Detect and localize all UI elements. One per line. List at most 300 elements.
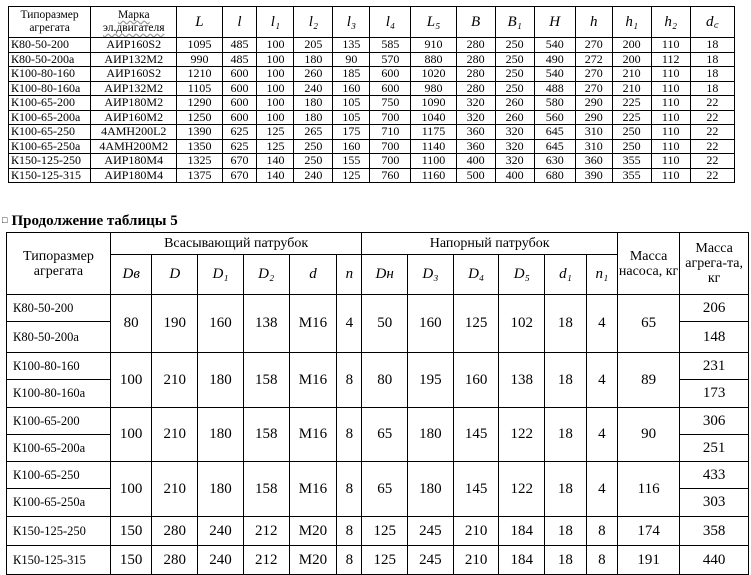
header-h2: h₂ — [651, 7, 690, 38]
dimension-cell: 18 — [690, 52, 734, 67]
table-row — [9, 38, 735, 53]
dimension-cell: 100 — [257, 96, 294, 111]
dimension-cell: 100 — [110, 353, 152, 408]
header-l3: l₃ — [333, 7, 370, 38]
dimension-cell: 110 — [651, 38, 690, 53]
dimension-cell: 122 — [499, 462, 545, 517]
dimension-cell: 80 — [362, 353, 408, 408]
dimension-cell: 110 — [651, 168, 690, 183]
unit-mass-cell: 206 — [680, 295, 749, 322]
unit-type-cell: К100-65-200 — [9, 96, 91, 111]
dimension-cell: 125 — [333, 168, 370, 183]
dimension-cell: 65 — [362, 408, 408, 462]
dimension-cell: 210 — [152, 462, 198, 517]
dimension-cell: 160 — [408, 295, 454, 353]
dimension-cell: 250 — [495, 38, 534, 53]
unit-mass-cell: 440 — [680, 546, 749, 575]
dimension-cell: 1390 — [177, 125, 222, 140]
motor-brand-cell: АИР160М2 — [91, 110, 177, 125]
dimension-cell: 290 — [575, 96, 612, 111]
dimension-cell: 680 — [534, 168, 575, 183]
dimension-cell: М20 — [289, 546, 337, 575]
dimension-cell: 110 — [651, 67, 690, 82]
pump-mass-cell: 65 — [617, 295, 679, 353]
dimension-cell: 488 — [534, 81, 575, 96]
unit-type-cell: К100-80-160 — [7, 353, 111, 380]
dimension-cell: 110 — [651, 96, 690, 111]
header-d: d — [289, 255, 337, 295]
dimension-cell: 22 — [690, 139, 734, 154]
dimension-cell: 155 — [333, 154, 370, 169]
table-row — [9, 168, 735, 183]
header-unit-mass: Масса агрега-та, кг — [680, 233, 749, 295]
dimension-cell: 700 — [370, 154, 411, 169]
dimension-cell: 125 — [453, 295, 499, 353]
dimension-cell: 310 — [575, 125, 612, 140]
dimension-cell: 18 — [545, 546, 587, 575]
unit-mass-cell: 231 — [680, 353, 749, 380]
dimension-cell: 160 — [333, 81, 370, 96]
unit-type-cell: К100-65-200 — [7, 408, 111, 435]
dimension-cell: 240 — [198, 546, 244, 575]
dimension-cell: 125 — [362, 546, 408, 575]
dimension-cell: 580 — [534, 96, 575, 111]
dimension-cell: 18 — [545, 462, 587, 517]
dimension-cell: 205 — [294, 38, 333, 53]
dimension-cell: 22 — [690, 168, 734, 183]
dimension-cell: 50 — [362, 295, 408, 353]
dimension-cell: 210 — [612, 67, 651, 82]
dimension-cell: 355 — [612, 154, 651, 169]
dimension-cell: 112 — [651, 52, 690, 67]
dimension-cell: 260 — [495, 96, 534, 111]
dimension-cell: 190 — [152, 295, 198, 353]
dimension-cell: 600 — [222, 96, 257, 111]
dimension-cell: 185 — [333, 67, 370, 82]
dimension-cell: 65 — [362, 462, 408, 517]
dimension-cell: 485 — [222, 38, 257, 53]
dimension-cell: 22 — [690, 125, 734, 140]
pump-mass-cell: 174 — [617, 517, 679, 546]
dimension-cell: 100 — [110, 408, 152, 462]
dimension-cell: 500 — [456, 168, 495, 183]
dimension-cell: 1040 — [411, 110, 456, 125]
dimension-cell: 100 — [257, 38, 294, 53]
dimension-cell: 760 — [370, 168, 411, 183]
dimension-cell: 140 — [257, 154, 294, 169]
table-row — [9, 154, 735, 169]
table-row — [9, 96, 735, 111]
dimension-cell: 150 — [110, 517, 152, 546]
dimension-cell: 195 — [408, 353, 454, 408]
dimension-cell: 110 — [651, 110, 690, 125]
header-D1: D₁ — [198, 255, 244, 295]
dimension-cell: 880 — [411, 52, 456, 67]
unit-type-cell: К80-50-200а — [9, 52, 91, 67]
unit-mass-cell: 306 — [680, 408, 749, 435]
header-n: n — [337, 255, 362, 295]
motor-brand-cell: 4АМН200L2 — [91, 125, 177, 140]
dimension-cell: 180 — [198, 462, 244, 517]
dimension-cell: 400 — [456, 154, 495, 169]
dimension-cell: 90 — [333, 52, 370, 67]
motor-brand-cell: АИР180М4 — [91, 168, 177, 183]
dimension-cell: 102 — [499, 295, 545, 353]
header-l1: l₁ — [257, 7, 294, 38]
dimension-cell: 4 — [586, 408, 617, 462]
dimension-cell: 540 — [534, 67, 575, 82]
dimension-cell: 320 — [495, 154, 534, 169]
dimension-cell: 180 — [408, 408, 454, 462]
dimension-cell: 360 — [456, 139, 495, 154]
dimension-cell: 1290 — [177, 96, 222, 111]
unit-mass-cell: 433 — [680, 462, 749, 489]
dimension-cell: 270 — [575, 38, 612, 53]
dimension-cell: 100 — [110, 462, 152, 517]
dimension-cell: 8 — [337, 462, 362, 517]
dimension-cell: 135 — [333, 38, 370, 53]
pump-mass-cell: 191 — [617, 546, 679, 575]
dimension-cell: 158 — [243, 353, 289, 408]
dimension-cell: 1175 — [411, 125, 456, 140]
dimension-cell: 320 — [456, 110, 495, 125]
header-motor-brand: Марка эл.двигателя — [91, 7, 177, 38]
dimension-cell: М16 — [289, 408, 337, 462]
unit-mass-cell: 173 — [680, 380, 749, 408]
dimension-cell: 625 — [222, 139, 257, 154]
dimension-cell: 600 — [222, 110, 257, 125]
unit-type-cell: К150-125-315 — [7, 546, 111, 575]
dimension-cell: 280 — [152, 517, 198, 546]
dimension-cell: 645 — [534, 125, 575, 140]
unit-type-cell: К100-65-200а — [9, 110, 91, 125]
dimension-cell: 280 — [456, 81, 495, 96]
header-l: l — [222, 7, 257, 38]
unit-mass-cell: 303 — [680, 489, 749, 517]
dimension-cell: 320 — [495, 125, 534, 140]
dimension-cell: М16 — [289, 462, 337, 517]
header-D2: D₂ — [243, 255, 289, 295]
pump-mass-cell: 116 — [617, 462, 679, 517]
dimension-cell: 700 — [370, 110, 411, 125]
header-L5: L₅ — [411, 7, 456, 38]
unit-mass-cell: 251 — [680, 435, 749, 462]
dimension-cell: 240 — [294, 168, 333, 183]
pump-mass-cell: 90 — [617, 408, 679, 462]
dimension-cell: 100 — [257, 81, 294, 96]
dimension-cell: 22 — [690, 96, 734, 111]
dimension-cell: 360 — [456, 125, 495, 140]
dimension-cell: 210 — [612, 81, 651, 96]
caption-text: Продолжение таблицы 5 — [11, 213, 178, 229]
dimension-cell: 210 — [152, 408, 198, 462]
dimension-cell: 1090 — [411, 96, 456, 111]
dimension-cell: 360 — [575, 154, 612, 169]
header-D3: D₃ — [408, 255, 454, 295]
dimension-cell: 272 — [575, 52, 612, 67]
dimension-cell: 225 — [612, 110, 651, 125]
dimension-cell: 485 — [222, 52, 257, 67]
dimension-cell: 138 — [499, 353, 545, 408]
table-caption — [2, 213, 178, 230]
header-Dv: Dв — [110, 255, 152, 295]
dimension-cell: 1020 — [411, 67, 456, 82]
connections-header-row-1 — [7, 233, 749, 255]
dimension-cell: 160 — [453, 353, 499, 408]
header-B1: B₁ — [495, 7, 534, 38]
dimensions-body — [9, 38, 735, 183]
dimension-cell: 630 — [534, 154, 575, 169]
dimension-cell: 138 — [243, 295, 289, 353]
dimension-cell: 18 — [690, 67, 734, 82]
dimension-cell: 260 — [294, 67, 333, 82]
dimension-cell: 125 — [257, 139, 294, 154]
dimension-cell: 4 — [337, 295, 362, 353]
dimension-cell: 125 — [257, 125, 294, 140]
dimension-cell: 105 — [333, 110, 370, 125]
dimension-cell: 750 — [370, 96, 411, 111]
unit-mass-cell: 148 — [680, 322, 749, 353]
table-row — [9, 81, 735, 96]
unit-type-cell: К100-65-250а — [7, 489, 111, 517]
dimension-cell: 22 — [690, 154, 734, 169]
dimension-cell: 1140 — [411, 139, 456, 154]
connections-body — [7, 295, 749, 575]
dimension-cell: 250 — [612, 125, 651, 140]
dimension-cell: 240 — [198, 517, 244, 546]
header-H: H — [534, 7, 575, 38]
dimension-cell: 4 — [586, 353, 617, 408]
table-row — [9, 110, 735, 125]
dimension-cell: М16 — [289, 295, 337, 353]
dimension-cell: 570 — [370, 52, 411, 67]
dimension-cell: 250 — [294, 139, 333, 154]
unit-type-cell: К150-125-250 — [9, 154, 91, 169]
unit-type-cell: К100-80-160а — [7, 380, 111, 408]
dimension-cell: 100 — [257, 67, 294, 82]
dimensions-table — [8, 6, 735, 183]
dimension-cell: 105 — [333, 96, 370, 111]
header-dc: d꜀ — [690, 7, 734, 38]
dimension-cell: 125 — [362, 517, 408, 546]
dimension-cell: 250 — [612, 139, 651, 154]
table-row — [7, 295, 749, 322]
dimension-cell: 4 — [586, 462, 617, 517]
dimension-cell: 280 — [456, 52, 495, 67]
dimension-cell: 22 — [690, 110, 734, 125]
table-row — [7, 546, 749, 575]
table-row — [9, 67, 735, 82]
dimension-cell: 320 — [456, 96, 495, 111]
dimension-cell: 212 — [243, 517, 289, 546]
dimension-cell: 122 — [499, 408, 545, 462]
unit-type-cell: К80-50-200 — [9, 38, 91, 53]
header-d1: d₁ — [545, 255, 587, 295]
dimension-cell: 180 — [294, 96, 333, 111]
unit-mass-cell: 358 — [680, 517, 749, 546]
dimension-cell: 250 — [495, 52, 534, 67]
dimension-cell: 180 — [294, 110, 333, 125]
dimension-cell: 225 — [612, 96, 651, 111]
dimension-cell: 210 — [453, 546, 499, 575]
dimension-cell: 290 — [575, 110, 612, 125]
dimension-cell: 990 — [177, 52, 222, 67]
dimension-cell: 110 — [651, 125, 690, 140]
table-row — [9, 52, 735, 67]
dimension-cell: 390 — [575, 168, 612, 183]
unit-type-cell: К100-65-250 — [9, 125, 91, 140]
motor-brand-cell: АИР180М2 — [91, 96, 177, 111]
pump-mass-cell: 89 — [617, 353, 679, 408]
header-Dn: Dн — [362, 255, 408, 295]
dimension-cell: 210 — [453, 517, 499, 546]
dimension-cell: 150 — [110, 546, 152, 575]
dimension-cell: 645 — [534, 139, 575, 154]
dimension-cell: 1105 — [177, 81, 222, 96]
dimension-cell: 490 — [534, 52, 575, 67]
motor-brand-cell: АИР180М4 — [91, 154, 177, 169]
dimensions-header-row — [9, 7, 735, 38]
dimension-cell: 18 — [690, 81, 734, 96]
dimension-cell: 8 — [337, 517, 362, 546]
dimension-cell: 80 — [110, 295, 152, 353]
dimension-cell: 18 — [690, 38, 734, 53]
dimension-cell: 980 — [411, 81, 456, 96]
dimension-cell: 18 — [545, 408, 587, 462]
dimension-cell: 110 — [651, 81, 690, 96]
dimension-cell: 212 — [243, 546, 289, 575]
dimension-cell: 600 — [222, 67, 257, 82]
dimension-cell: 160 — [333, 139, 370, 154]
dimension-cell: 245 — [408, 517, 454, 546]
dimension-cell: 158 — [243, 408, 289, 462]
unit-type-cell: К150-125-250 — [7, 517, 111, 546]
header-D4: D₄ — [453, 255, 499, 295]
dimension-cell: 710 — [370, 125, 411, 140]
dimension-cell: 110 — [651, 154, 690, 169]
dimension-cell: 158 — [243, 462, 289, 517]
motor-brand-cell: АИР132М2 — [91, 52, 177, 67]
dimension-cell: 4 — [586, 295, 617, 353]
table-row — [7, 408, 749, 435]
dimension-cell: 8 — [337, 546, 362, 575]
motor-brand-cell: АИР160S2 — [91, 38, 177, 53]
dimension-cell: 270 — [575, 81, 612, 96]
dimension-cell: 1375 — [177, 168, 222, 183]
dimension-cell: 250 — [495, 81, 534, 96]
header-n1: n₁ — [586, 255, 617, 295]
unit-type-cell: К80-50-200а — [7, 322, 111, 353]
dimension-cell: 585 — [370, 38, 411, 53]
dimension-cell: 110 — [651, 139, 690, 154]
unit-type-cell: К80-50-200 — [7, 295, 111, 322]
dimension-cell: 1100 — [411, 154, 456, 169]
dimension-cell: 245 — [408, 546, 454, 575]
dimension-cell: 910 — [411, 38, 456, 53]
dimension-cell: 8 — [586, 546, 617, 575]
dimension-cell: 540 — [534, 38, 575, 53]
table-row — [9, 139, 735, 154]
dimension-cell: 180 — [198, 408, 244, 462]
caption-marker: □ — [2, 215, 8, 225]
dimension-cell: 200 — [612, 52, 651, 67]
dimension-cell: 240 — [294, 81, 333, 96]
dimension-cell: 1250 — [177, 110, 222, 125]
table-row — [7, 517, 749, 546]
header-B: B — [456, 7, 495, 38]
dimension-cell: 310 — [575, 139, 612, 154]
header-unit-type: Типоразмер агрегата — [9, 7, 91, 38]
header-h: h — [575, 7, 612, 38]
motor-brand-cell: АИР132М2 — [91, 81, 177, 96]
header-D5: D₅ — [499, 255, 545, 295]
dimension-cell: 184 — [499, 546, 545, 575]
dimension-cell: 1095 — [177, 38, 222, 53]
dimension-cell: 400 — [495, 168, 534, 183]
dimension-cell: 600 — [222, 81, 257, 96]
dimension-cell: 200 — [612, 38, 651, 53]
dimension-cell: 100 — [257, 110, 294, 125]
unit-type-cell: К100-80-160а — [9, 81, 91, 96]
dimension-cell: 600 — [370, 67, 411, 82]
header-l4: l₄ — [370, 7, 411, 38]
motor-brand-cell: АИР160S2 — [91, 67, 177, 82]
dimension-cell: 625 — [222, 125, 257, 140]
header-pressure-pipe: Напорный патрубок — [362, 233, 618, 255]
dimension-cell: 18 — [545, 517, 587, 546]
dimension-cell: 280 — [456, 67, 495, 82]
dimension-cell: 1325 — [177, 154, 222, 169]
header-D: D — [152, 255, 198, 295]
dimension-cell: 100 — [257, 52, 294, 67]
dimension-cell: 175 — [333, 125, 370, 140]
motor-brand-cell: 4АМН200М2 — [91, 139, 177, 154]
dimension-cell: М16 — [289, 353, 337, 408]
unit-type-cell: К100-80-160 — [9, 67, 91, 82]
dimension-cell: 250 — [294, 154, 333, 169]
dimension-cell: 8 — [586, 517, 617, 546]
dimension-cell: 210 — [152, 353, 198, 408]
header-h1: h₁ — [612, 7, 651, 38]
dimension-cell: 270 — [575, 67, 612, 82]
dimension-cell: 180 — [294, 52, 333, 67]
dimension-cell: 8 — [337, 353, 362, 408]
table-row — [7, 462, 749, 489]
dimension-cell: 180 — [198, 353, 244, 408]
connections-table — [6, 232, 749, 575]
unit-type-cell: К100-65-250 — [7, 462, 111, 489]
dimension-cell: 355 — [612, 168, 651, 183]
dimension-cell: 670 — [222, 154, 257, 169]
dimension-cell: 1160 — [411, 168, 456, 183]
header-suction-pipe: Всасывающий патрубок — [110, 233, 361, 255]
dimension-cell: 250 — [495, 67, 534, 82]
unit-type-cell: К150-125-315 — [9, 168, 91, 183]
dimension-cell: М20 — [289, 517, 337, 546]
unit-type-cell: К100-65-250а — [9, 139, 91, 154]
dimension-cell: 140 — [257, 168, 294, 183]
dimension-cell: 670 — [222, 168, 257, 183]
dimension-cell: 600 — [370, 81, 411, 96]
table-row — [9, 125, 735, 140]
header-l2: l₂ — [294, 7, 333, 38]
table-row — [7, 353, 749, 380]
header-L: L — [177, 7, 222, 38]
dimension-cell: 265 — [294, 125, 333, 140]
dimension-cell: 145 — [453, 408, 499, 462]
dimension-cell: 1210 — [177, 67, 222, 82]
unit-type-cell: К100-65-200а — [7, 435, 111, 462]
